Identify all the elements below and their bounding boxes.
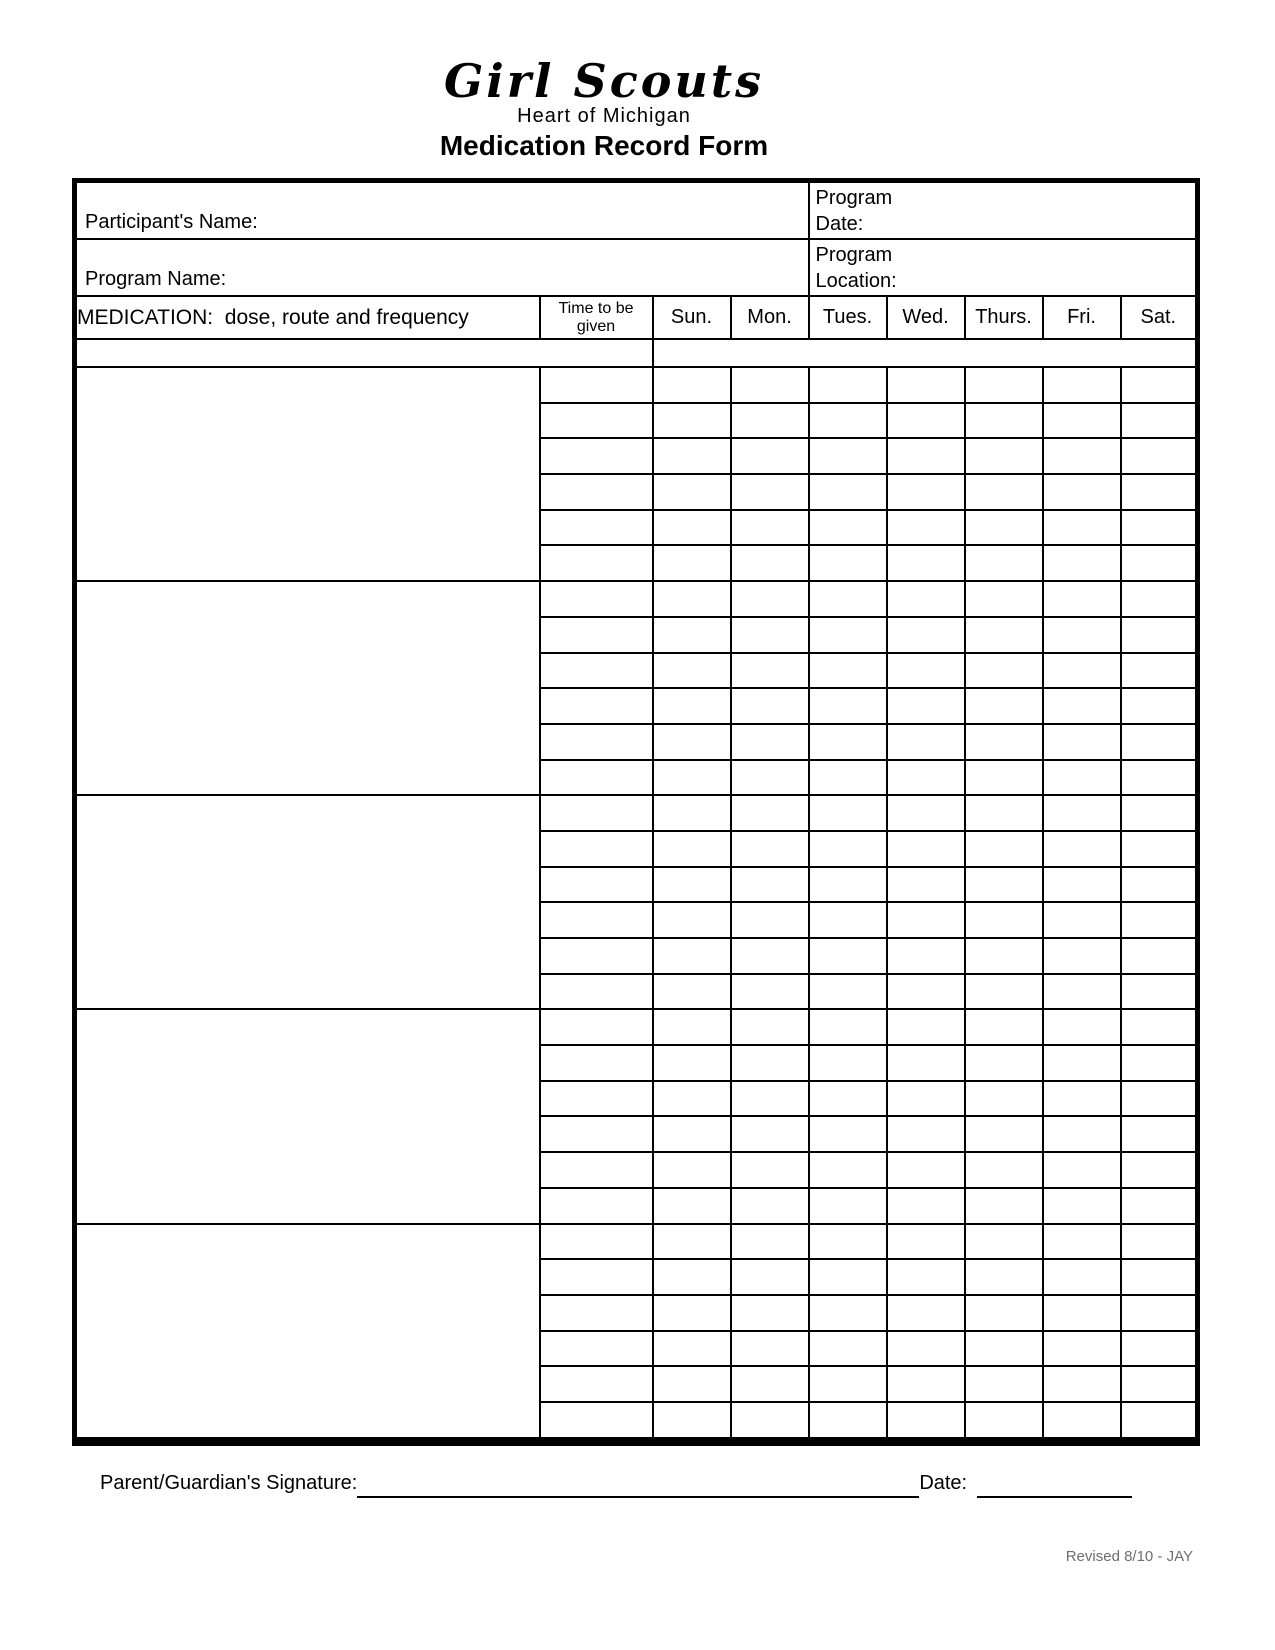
initial-cell[interactable] xyxy=(809,1009,887,1045)
time-given-cell[interactable] xyxy=(540,403,653,439)
initial-cell[interactable] xyxy=(1043,688,1121,724)
initial-cell[interactable] xyxy=(887,1116,965,1152)
initial-cell[interactable] xyxy=(1121,1116,1198,1152)
initial-cell[interactable] xyxy=(731,474,809,510)
initial-cell[interactable] xyxy=(731,795,809,831)
initial-cell[interactable] xyxy=(965,1224,1043,1260)
initial-cell[interactable] xyxy=(1043,438,1121,474)
initial-cell[interactable] xyxy=(809,510,887,546)
initial-cell[interactable] xyxy=(887,902,965,938)
initial-cell[interactable] xyxy=(809,1402,887,1441)
time-given-cell[interactable] xyxy=(540,688,653,724)
initial-cell[interactable] xyxy=(731,1116,809,1152)
initial-cell[interactable] xyxy=(887,1009,965,1045)
initial-cell[interactable] xyxy=(809,1081,887,1117)
initial-cell[interactable] xyxy=(809,617,887,653)
initial-cell[interactable] xyxy=(1043,1045,1121,1081)
program-location-field[interactable] xyxy=(809,239,1198,296)
time-given-cell[interactable] xyxy=(540,438,653,474)
day-header-thurs: Thurs. xyxy=(965,296,1043,339)
initial-cell[interactable] xyxy=(731,938,809,974)
initial-cell[interactable] xyxy=(965,653,1043,689)
initial-cell[interactable] xyxy=(965,1259,1043,1295)
initial-cell[interactable] xyxy=(1043,653,1121,689)
initial-cell[interactable] xyxy=(731,545,809,581)
initial-cell[interactable] xyxy=(887,724,965,760)
time-given-cell[interactable] xyxy=(540,1116,653,1152)
time-given-cell[interactable] xyxy=(540,1045,653,1081)
initial-cell[interactable] xyxy=(731,1259,809,1295)
initial-cell[interactable] xyxy=(887,617,965,653)
initial-cell[interactable] xyxy=(887,653,965,689)
initial-cell[interactable] xyxy=(965,510,1043,546)
initial-cell[interactable] xyxy=(965,760,1043,796)
initial-cell[interactable] xyxy=(1043,1188,1121,1224)
initial-cell[interactable] xyxy=(887,831,965,867)
initial-cell[interactable] xyxy=(1043,867,1121,903)
time-given-cell[interactable] xyxy=(540,724,653,760)
initial-cell[interactable] xyxy=(965,1188,1043,1224)
day-header-wed: Wed. xyxy=(887,296,965,339)
initial-cell[interactable] xyxy=(731,1402,809,1441)
heart-of-michigan-logo-text: Heart of Michigan xyxy=(517,105,691,127)
initial-cell[interactable] xyxy=(653,760,731,796)
initial-cell[interactable] xyxy=(809,653,887,689)
initial-cell[interactable] xyxy=(731,1009,809,1045)
initial-cell[interactable] xyxy=(653,1295,731,1331)
grid-row xyxy=(75,1224,1198,1260)
initial-cell[interactable] xyxy=(809,938,887,974)
initial-cell[interactable] xyxy=(887,1081,965,1117)
initial-cell[interactable] xyxy=(1121,1081,1198,1117)
medication-entry-cell[interactable] xyxy=(75,1009,540,1223)
initial-cell[interactable] xyxy=(965,938,1043,974)
initial-cell[interactable] xyxy=(653,902,731,938)
form-header xyxy=(0,54,1208,161)
time-given-cell[interactable] xyxy=(540,367,653,403)
initial-cell[interactable] xyxy=(731,831,809,867)
initial-cell[interactable] xyxy=(653,1045,731,1081)
initial-cell[interactable] xyxy=(965,367,1043,403)
initial-cell[interactable] xyxy=(653,438,731,474)
time-given-cell[interactable] xyxy=(540,1295,653,1331)
date-label: Date: xyxy=(919,1472,968,1494)
time-given-cell[interactable] xyxy=(540,1188,653,1224)
medication-entry-cell[interactable] xyxy=(75,795,540,1009)
time-given-cell[interactable] xyxy=(540,1259,653,1295)
initial-cell[interactable] xyxy=(731,1224,809,1260)
time-given-cell[interactable] xyxy=(540,1081,653,1117)
initial-cell[interactable] xyxy=(1043,581,1121,617)
initial-cell[interactable] xyxy=(1121,1331,1198,1367)
initial-cell[interactable] xyxy=(965,724,1043,760)
initial-cell[interactable] xyxy=(887,1045,965,1081)
time-given-cell[interactable] xyxy=(540,760,653,796)
initial-cell[interactable] xyxy=(1043,724,1121,760)
initial-cell[interactable] xyxy=(809,1188,887,1224)
initial-cell[interactable] xyxy=(731,974,809,1010)
initial-cell[interactable] xyxy=(1043,974,1121,1010)
initial-cell[interactable] xyxy=(965,1152,1043,1188)
initial-cell[interactable] xyxy=(809,1152,887,1188)
initial-cell[interactable] xyxy=(1121,795,1198,831)
initial-cell[interactable] xyxy=(1121,938,1198,974)
program-name-row xyxy=(75,239,1198,296)
initial-cell[interactable] xyxy=(809,902,887,938)
initial-cell[interactable] xyxy=(887,867,965,903)
initial-cell[interactable] xyxy=(1043,1152,1121,1188)
initial-cell[interactable] xyxy=(887,1259,965,1295)
time-given-cell[interactable] xyxy=(540,938,653,974)
initial-cell[interactable] xyxy=(965,795,1043,831)
initial-cell[interactable] xyxy=(653,795,731,831)
initial-cell[interactable] xyxy=(887,1366,965,1402)
time-given-cell[interactable] xyxy=(540,1152,653,1188)
initial-cell[interactable] xyxy=(887,545,965,581)
time-given-cell[interactable] xyxy=(540,902,653,938)
initial-cell[interactable] xyxy=(887,1402,965,1441)
initial-cell[interactable] xyxy=(965,438,1043,474)
grid-row xyxy=(75,795,1198,831)
initial-cell[interactable] xyxy=(653,1259,731,1295)
medication-grid-body xyxy=(75,367,1198,1441)
initial-cell[interactable] xyxy=(653,1116,731,1152)
medication-entry-cell[interactable] xyxy=(75,367,540,581)
initial-cell[interactable] xyxy=(965,1045,1043,1081)
initial-cell[interactable] xyxy=(887,367,965,403)
initial-cell[interactable] xyxy=(653,688,731,724)
initial-cell[interactable] xyxy=(887,510,965,546)
initial-cell[interactable] xyxy=(887,1152,965,1188)
initial-cell[interactable] xyxy=(809,688,887,724)
initial-cell[interactable] xyxy=(809,1224,887,1260)
initial-cell[interactable] xyxy=(653,510,731,546)
initial-cell[interactable] xyxy=(1121,545,1198,581)
initial-cell[interactable] xyxy=(887,438,965,474)
time-given-cell[interactable] xyxy=(540,1331,653,1367)
initial-cell[interactable] xyxy=(1121,1366,1198,1402)
program-name-field[interactable] xyxy=(75,239,809,296)
initial-cell[interactable] xyxy=(731,1366,809,1402)
initial-cell[interactable] xyxy=(1043,760,1121,796)
initial-cell[interactable] xyxy=(1121,510,1198,546)
initial-cell[interactable] xyxy=(1121,724,1198,760)
participant-name-field[interactable] xyxy=(75,181,809,240)
initial-cell[interactable] xyxy=(1043,1116,1121,1152)
initial-cell[interactable] xyxy=(1121,438,1198,474)
initial-cell[interactable] xyxy=(731,367,809,403)
initial-cell[interactable] xyxy=(809,867,887,903)
time-given-cell[interactable] xyxy=(540,581,653,617)
initial-cell[interactable] xyxy=(1043,367,1121,403)
initial-cell[interactable] xyxy=(653,831,731,867)
initial-cell[interactable] xyxy=(887,974,965,1010)
initial-cell[interactable] xyxy=(965,1366,1043,1402)
initial-cell[interactable] xyxy=(653,617,731,653)
initial-cell[interactable] xyxy=(809,403,887,439)
initial-cell[interactable] xyxy=(1043,902,1121,938)
initial-cell[interactable] xyxy=(1043,831,1121,867)
column-header-row xyxy=(75,296,1198,339)
program-date-label-line2: Date: xyxy=(815,213,864,235)
day-header-sun: Sun. xyxy=(653,296,731,339)
initial-cell[interactable] xyxy=(1121,831,1198,867)
instruction-bar-row xyxy=(75,339,1198,367)
grid-row xyxy=(75,367,1198,403)
initial-cell[interactable] xyxy=(731,902,809,938)
parent-instruction: Parent: List medications to be given and how and when to be given xyxy=(75,339,653,367)
initial-cell[interactable] xyxy=(731,688,809,724)
initial-cell[interactable] xyxy=(1043,795,1121,831)
initial-cell[interactable] xyxy=(653,1009,731,1045)
initial-cell[interactable] xyxy=(653,974,731,1010)
initial-cell[interactable] xyxy=(809,545,887,581)
participant-name-label: Participant's Name: xyxy=(85,211,258,233)
initial-cell[interactable] xyxy=(653,367,731,403)
signature-row xyxy=(100,1468,1175,1498)
signature-label: Parent/Guardian's Signature: xyxy=(100,1472,358,1494)
program-location-label-line2: Location: xyxy=(815,270,897,292)
time-column-header: Time to be given xyxy=(540,296,653,339)
initial-cell[interactable] xyxy=(1121,1402,1198,1441)
initial-cell[interactable] xyxy=(809,581,887,617)
initial-cell[interactable] xyxy=(965,1331,1043,1367)
time-given-cell[interactable] xyxy=(540,795,653,831)
initial-cell[interactable] xyxy=(809,974,887,1010)
initial-cell[interactable] xyxy=(887,474,965,510)
initial-cell[interactable] xyxy=(1121,974,1198,1010)
initial-cell[interactable] xyxy=(809,1116,887,1152)
initial-cell[interactable] xyxy=(887,581,965,617)
initial-cell[interactable] xyxy=(653,1188,731,1224)
initial-cell[interactable] xyxy=(653,581,731,617)
initial-cell[interactable] xyxy=(1121,1152,1198,1188)
initial-cell[interactable] xyxy=(731,1045,809,1081)
grid-row xyxy=(75,581,1198,617)
initial-cell[interactable] xyxy=(731,760,809,796)
time-given-cell[interactable] xyxy=(540,1009,653,1045)
initial-cell[interactable] xyxy=(731,581,809,617)
initial-cell[interactable] xyxy=(887,1295,965,1331)
time-given-cell[interactable] xyxy=(540,974,653,1010)
initial-cell[interactable] xyxy=(965,1402,1043,1441)
initial-cell[interactable] xyxy=(965,867,1043,903)
initial-cell[interactable] xyxy=(1121,1009,1198,1045)
initial-cell[interactable] xyxy=(1043,1081,1121,1117)
initial-cell[interactable] xyxy=(1043,1366,1121,1402)
initial-cell[interactable] xyxy=(887,1224,965,1260)
initial-cell[interactable] xyxy=(887,1188,965,1224)
initial-cell[interactable] xyxy=(965,1295,1043,1331)
initial-cell[interactable] xyxy=(1121,367,1198,403)
initial-cell[interactable] xyxy=(809,1045,887,1081)
time-given-cell[interactable] xyxy=(540,867,653,903)
initial-cell[interactable] xyxy=(731,724,809,760)
initial-cell[interactable] xyxy=(731,1188,809,1224)
initial-cell[interactable] xyxy=(731,438,809,474)
initial-cell[interactable] xyxy=(731,867,809,903)
initial-cell[interactable] xyxy=(653,1331,731,1367)
initial-cell[interactable] xyxy=(965,688,1043,724)
page-title: Medication Record Form xyxy=(439,130,769,161)
initial-cell[interactable] xyxy=(965,1081,1043,1117)
initial-cell[interactable] xyxy=(653,403,731,439)
initial-cell[interactable] xyxy=(1043,510,1121,546)
first-aider-instruction: First Aider/Health Officer: Initial and note time medicaiton is given xyxy=(653,339,1198,367)
initial-cell[interactable] xyxy=(809,831,887,867)
initial-cell[interactable] xyxy=(1043,545,1121,581)
initial-cell[interactable] xyxy=(887,938,965,974)
initial-cell[interactable] xyxy=(965,474,1043,510)
initial-cell[interactable] xyxy=(965,1009,1043,1045)
initial-cell[interactable] xyxy=(653,867,731,903)
medication-entry-cell[interactable] xyxy=(75,1224,540,1442)
initial-cell[interactable] xyxy=(809,1259,887,1295)
initial-cell[interactable] xyxy=(1043,1295,1121,1331)
initial-cell[interactable] xyxy=(1121,867,1198,903)
initial-cell[interactable] xyxy=(1043,1009,1121,1045)
time-given-cell[interactable] xyxy=(540,510,653,546)
program-date-label-line1: Program xyxy=(815,187,893,209)
program-date-field[interactable] xyxy=(809,181,1198,240)
initial-cell[interactable] xyxy=(731,510,809,546)
initial-cell[interactable] xyxy=(965,974,1043,1010)
initial-cell[interactable] xyxy=(809,1295,887,1331)
time-given-cell[interactable] xyxy=(540,545,653,581)
initial-cell[interactable] xyxy=(731,617,809,653)
initial-cell[interactable] xyxy=(965,403,1043,439)
day-header-mon: Mon. xyxy=(731,296,809,339)
initial-cell[interactable] xyxy=(653,474,731,510)
initial-cell[interactable] xyxy=(965,902,1043,938)
time-given-cell[interactable] xyxy=(540,831,653,867)
initial-cell[interactable] xyxy=(653,1366,731,1402)
initial-cell[interactable] xyxy=(1121,1045,1198,1081)
initial-cell[interactable] xyxy=(809,1366,887,1402)
initial-cell[interactable] xyxy=(809,474,887,510)
initial-cell[interactable] xyxy=(1043,1224,1121,1260)
initial-cell[interactable] xyxy=(731,403,809,439)
medication-entry-cell[interactable] xyxy=(75,581,540,795)
signature-line[interactable] xyxy=(357,1468,919,1498)
initial-cell[interactable] xyxy=(653,938,731,974)
initial-cell[interactable] xyxy=(1121,474,1198,510)
program-location-label-line1: Program xyxy=(815,244,893,266)
initial-cell[interactable] xyxy=(1121,403,1198,439)
time-given-cell[interactable] xyxy=(540,1366,653,1402)
initial-cell[interactable] xyxy=(1043,403,1121,439)
initial-cell[interactable] xyxy=(653,724,731,760)
initial-cell[interactable] xyxy=(809,438,887,474)
initial-cell[interactable] xyxy=(1121,1295,1198,1331)
time-given-cell[interactable] xyxy=(540,1402,653,1441)
revision-note: Revised 8/10 - JAY xyxy=(1065,1548,1193,1565)
initial-cell[interactable] xyxy=(731,1152,809,1188)
grid-row xyxy=(75,1009,1198,1045)
initial-cell[interactable] xyxy=(1043,1331,1121,1367)
initial-cell[interactable] xyxy=(1121,617,1198,653)
initial-cell[interactable] xyxy=(965,617,1043,653)
initial-cell[interactable] xyxy=(1121,1188,1198,1224)
girl-scouts-logo: Girl Scouts xyxy=(444,54,764,108)
time-given-cell[interactable] xyxy=(540,617,653,653)
initial-cell[interactable] xyxy=(1121,1224,1198,1260)
day-header-tues: Tues. xyxy=(809,296,887,339)
initial-cell[interactable] xyxy=(731,1331,809,1367)
initial-cell[interactable] xyxy=(1121,581,1198,617)
initial-cell[interactable] xyxy=(887,688,965,724)
date-line[interactable] xyxy=(977,1468,1132,1498)
initial-cell[interactable] xyxy=(1043,1259,1121,1295)
time-given-cell[interactable] xyxy=(540,474,653,510)
initial-cell[interactable] xyxy=(887,1331,965,1367)
day-header-sat: Sat. xyxy=(1121,296,1198,339)
time-given-cell[interactable] xyxy=(540,653,653,689)
initial-cell[interactable] xyxy=(653,1152,731,1188)
initial-cell[interactable] xyxy=(731,1081,809,1117)
initial-cell[interactable] xyxy=(1043,617,1121,653)
initial-cell[interactable] xyxy=(1043,1402,1121,1441)
medication-record-table xyxy=(72,178,1200,1446)
initial-cell[interactable] xyxy=(1121,902,1198,938)
initial-cell[interactable] xyxy=(809,795,887,831)
initial-cell[interactable] xyxy=(1121,688,1198,724)
initial-cell[interactable] xyxy=(653,545,731,581)
time-given-cell[interactable] xyxy=(540,1224,653,1260)
initial-cell[interactable] xyxy=(1043,474,1121,510)
initial-cell[interactable] xyxy=(1121,760,1198,796)
initial-cell[interactable] xyxy=(809,760,887,796)
initial-cell[interactable] xyxy=(809,367,887,403)
initial-cell[interactable] xyxy=(731,1295,809,1331)
initial-cell[interactable] xyxy=(887,403,965,439)
initial-cell[interactable] xyxy=(809,724,887,760)
initial-cell[interactable] xyxy=(1121,653,1198,689)
initial-cell[interactable] xyxy=(653,1081,731,1117)
participant-row xyxy=(75,181,1198,240)
initial-cell[interactable] xyxy=(887,760,965,796)
initial-cell[interactable] xyxy=(887,795,965,831)
program-name-label: Program Name: xyxy=(85,268,227,290)
initial-cell[interactable] xyxy=(731,653,809,689)
initial-cell[interactable] xyxy=(965,1116,1043,1152)
medication-column-header: MEDICATION: dose, route and frequency xyxy=(75,296,540,339)
initial-cell[interactable] xyxy=(965,581,1043,617)
initial-cell[interactable] xyxy=(1043,938,1121,974)
initial-cell[interactable] xyxy=(653,1224,731,1260)
initial-cell[interactable] xyxy=(965,831,1043,867)
initial-cell[interactable] xyxy=(653,653,731,689)
initial-cell[interactable] xyxy=(1121,1259,1198,1295)
day-header-fri: Fri. xyxy=(1043,296,1121,339)
initial-cell[interactable] xyxy=(809,1331,887,1367)
initial-cell[interactable] xyxy=(965,545,1043,581)
initial-cell[interactable] xyxy=(653,1402,731,1441)
